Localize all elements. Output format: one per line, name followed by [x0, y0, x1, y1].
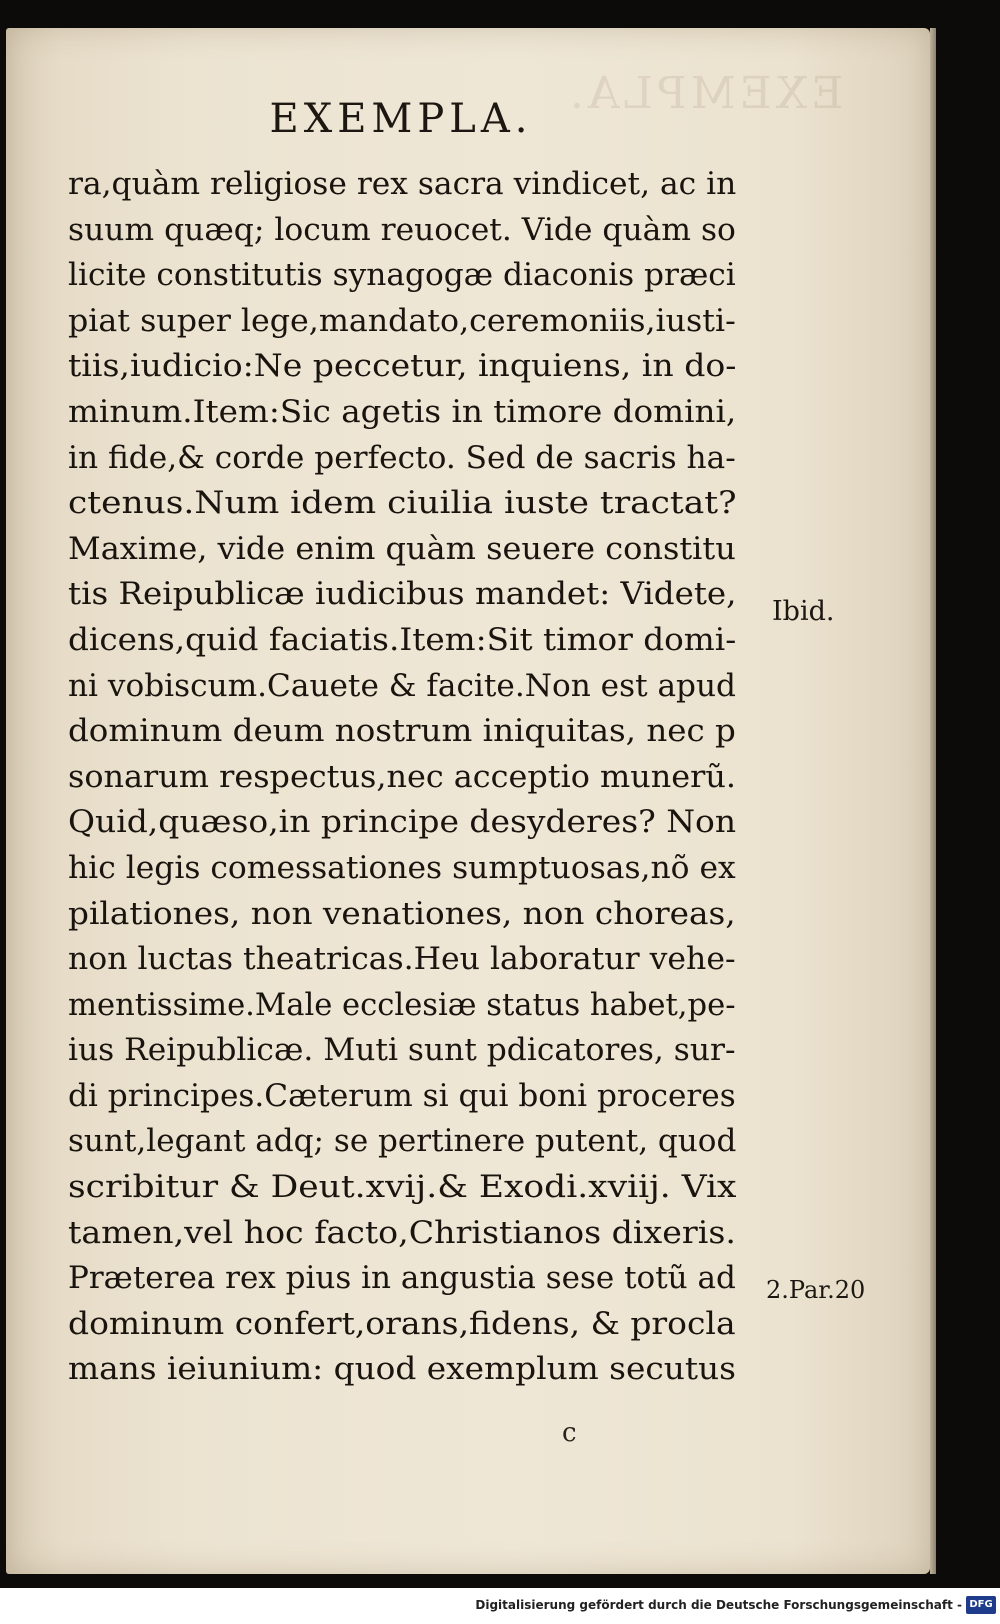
text-line: Maxime, vide enim quàm seuere constitu [68, 530, 736, 567]
text-line: sunt,legant adq; se pertinere putent, quod [68, 1123, 737, 1160]
running-head: EXEMPLA. [269, 96, 533, 142]
dfg-logo: DFG [966, 1596, 996, 1614]
text-line: minum.Item:Sic agetis in timore domini, [68, 393, 737, 430]
text-line: sonarum respectus,nec acceptio munerũ. [68, 758, 736, 795]
text-line: tiis,iudicio:Ne peccetur, inquiens, in do- [68, 348, 737, 385]
text-line: di principes.Cæterum si qui boni proceres [68, 1077, 736, 1114]
text-line: licite constitutis synagogæ diaconis præci [68, 257, 736, 294]
margin-note-ibid: Ibid. [772, 596, 835, 627]
text-line: dominum confert,orans,fidens, & procla [68, 1305, 736, 1342]
footer [0, 1588, 1000, 1624]
book-page [6, 28, 930, 1574]
text-line: tis Reipublicæ iudicibus mandet: Videte, [68, 576, 737, 613]
text-line: ius Reipublicæ. Muti sunt pdicatores, sur- [68, 1032, 736, 1069]
margin-note-paralipomenon: 2.Par.20 [766, 1276, 866, 1304]
text-line: tamen,vel hoc facto,Christianos dixeris. [68, 1214, 736, 1251]
text-line: pilationes, non venationes, non choreas, [68, 895, 736, 932]
text-line: suum quæq; locum reuocet. Vide quàm so [68, 211, 736, 248]
body-text [68, 162, 788, 1393]
text-line: in fide,& corde perfecto. Sed de sacris ha- [68, 439, 736, 476]
text-line: ra,quàm religiose rex sacra vindicet, ac in [68, 166, 737, 202]
text-line: dicens,quid faciatis.Item:Sit timor domi- [68, 621, 737, 658]
text-line: non luctas theatricas.Heu laboratur vehe- [68, 941, 736, 978]
text-line: Præterea rex pius in angustia sese totũ ad [68, 1260, 736, 1297]
page-edge [930, 28, 936, 1574]
text-line: Quid,quæso,in principe desyderes? Non [68, 804, 737, 841]
footer-credit: Digitalisierung gefördert durch die Deutsche Forschungsgemeinschaft - [475, 1598, 962, 1612]
text-line: hic legis comessationes sumptuosas,nõ ex [68, 849, 736, 886]
text-line: scribitur & Deut.xvij.& Exodi.xviij. Vix [68, 1169, 737, 1206]
text-line: ctenus.Num idem ciuilia iuste tractat? [68, 485, 737, 522]
text-line: mentissime.Male ecclesiæ status habet,pe- [68, 986, 736, 1023]
text-line: piat super lege,mandato,ceremoniis,iusti- [68, 302, 736, 339]
text-line: dominum deum nostrum iniquitas, nec p [68, 713, 736, 750]
signature-mark: c [562, 1418, 577, 1448]
show-through-text: EXEMPLA. [566, 68, 844, 119]
text-line: ni vobiscum.Cauete & facite.Non est apud [68, 667, 736, 704]
text-line: mans ieiunium: quod exemplum secutus [68, 1351, 736, 1388]
